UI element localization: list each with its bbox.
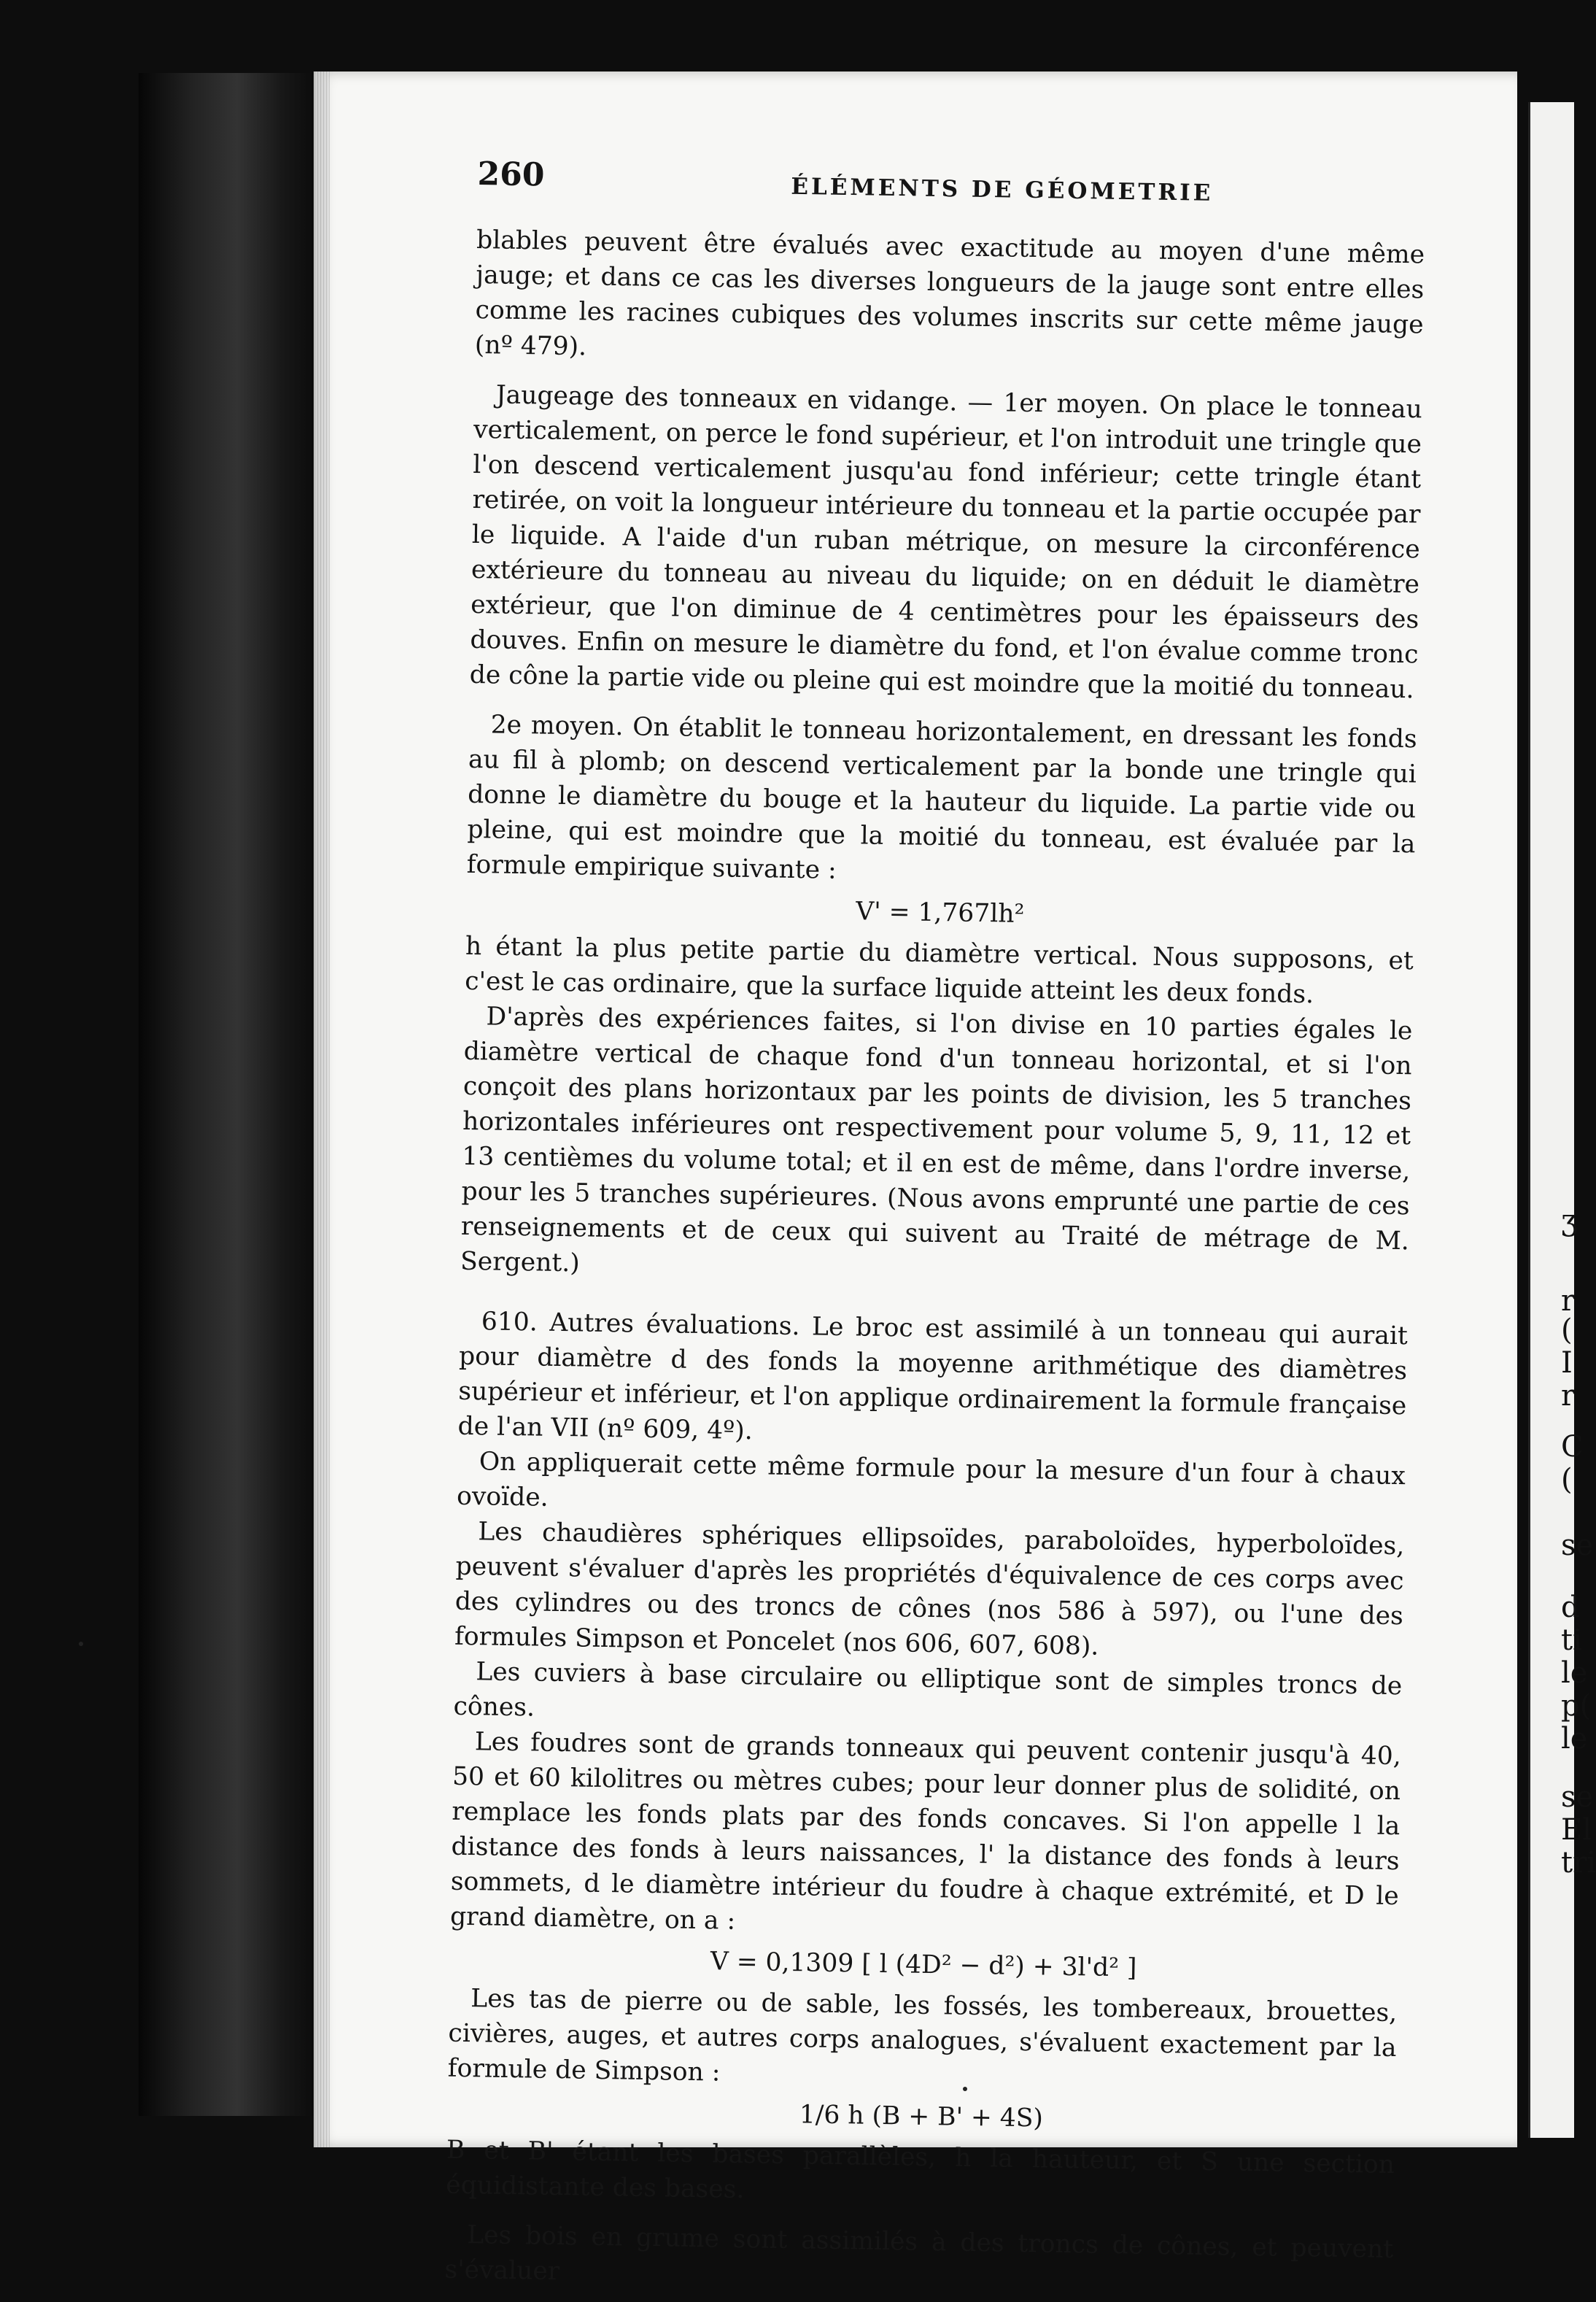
adjacent-page-fragment: d [1561, 1591, 1580, 1624]
adjacent-page-fragment: ( [1561, 1313, 1573, 1347]
paragraph: Les tas de pierre ou de sable, les fossés, les tombereaux, brouettes, civières, auges, et autres corps analogues, s'évaluent exactement par la formule de Simpson : [447, 1984, 1398, 2087]
adjacent-page-fragment: ( [1561, 1463, 1573, 1496]
paragraph: Jaugeage des tonneaux en vidange. — 1er moyen. On place le tonneau verticalement, on perce le fond supérieur, et l'on introduit une tringle que l'on descend verticalement jusqu'au fond inférieur; cette tringle étant retirée, on voit la longueur intérieure du tonneau et la partie occupée par le liquide. A l'aide d'un ruban métrique, on mesure la circonférence extérieure du tonneau au niveau du liquide; on en déduit le diamètre extérieur, que l'on diminue de 4 centimètres pour les épaisseurs des douves. Enfin on mesure le diamètre du fond, et l'on évalue comme tronc de cône la partie vide ou pleine qui est moindre que la moitié du tonneau. [469, 380, 1423, 705]
paragraph: h étant la plus petite partie du diamètre vertical. Nous supposons, et c'est le cas ordinaire, que la surface liquide atteint les deux fonds. [464, 931, 1414, 1010]
scan-speck [79, 1642, 83, 1646]
paragraph: Les foudres sont de grands tonneaux qui peuvent contenir jusqu'à 40, 50 et 60 kilolitres ou mètres cubes; pour leur donner plus de solidité, on remplace les fonds plats par des fonds concaves. Si l'on appelle l la distance des fonds à leurs naissances, l' la distance des fonds à leurs sommets, d le diamètre intérieur du foudre à chaque extrémité, et D le grand diamètre, on a : [449, 1727, 1402, 1936]
paragraph: blables peuvent être évalués avec exactitude au moyen d'une même jauge; et dans ce cas les diverses longueurs de la jauge sont entre elles comme les racines cubiques des volumes inscrits sur cette même jauge (nº 479). [474, 225, 1425, 362]
adjacent-page-fragment: le [1561, 1722, 1588, 1756]
paragraph: Les cuviers à base circulaire ou elliptique sont de simples troncs de cônes. [453, 1657, 1403, 1723]
adjacent-page-fragment: se [1561, 1780, 1594, 1814]
adjacent-page-fragment: r [1561, 1379, 1576, 1413]
adjacent-page-fragment: C [1561, 1430, 1584, 1464]
paragraph: 610. Autres évaluations. Le broc est assimilé à un tonneau qui aurait pour diamètre d des fonds la moyenne arithmétique des diamètres supérieur et inférieur, et l'on applique ordinairement la formule française de l'an VII (nº 609, 4º). [457, 1307, 1409, 1446]
adjacent-page-fragment: ti [1561, 1623, 1582, 1657]
paragraph: D'après des expériences faites, si l'on divise en 10 parties égales le diamètre vertical de chaque fond d'un tonneau horizontal, et si l'on conçoit des plans horizontaux par les points de division, les 5 tranches horizontales inférieures ont respectivement pour volume 5, 9, 11, 12 et 13 centièmes du volume total; et il en est de même, dans l'ordre inverse, pour les 5 tranches supérieures. (Nous avons emprunté une partie de ces renseignements et de ceux qui suivent au Traité de métrage de M. Sergent.) [460, 1002, 1413, 1278]
formula: 1/6 h (B + B' + 4S) [799, 2100, 1044, 2133]
adjacent-page-fragment: tri [1561, 1846, 1596, 1880]
adjacent-page-fragment: r [1561, 1284, 1576, 1318]
page-number: 260 [477, 155, 545, 194]
running-title: ÉLÉMENTS DE GÉOMETRIE [791, 173, 1214, 206]
page-content [444, 157, 1426, 2302]
adjacent-page-fragment: le [1561, 1656, 1588, 1690]
page-edge-stack [315, 72, 330, 2147]
formula: V = 0,1309 [ l (4D² − d²) + 3l'd² ] [710, 1947, 1137, 1983]
book-spine-shadow [139, 73, 317, 2116]
paragraph: On appliquerait cette même formule pour la mesure d'un four à chaux ovoïde. [456, 1447, 1406, 1513]
paragraph: 2e moyen. On établit le tonneau horizontalement, en dressant les fonds au fil à plomb; on descend verticalement par la bonde une tringle qui donne le diamètre du bouge et la hauteur du liquide. La partie vide ou pleine, qui est moindre que la moitié du tonneau, est évaluée par la formule empirique suivante : [466, 710, 1417, 885]
adjacent-page-fragment: El [1561, 1813, 1592, 1847]
paragraph: B et B' étant les bases parallèles, h la hauteur, et S une section équidistante des bases. [446, 2135, 1395, 2205]
adjacent-page-fragment: se [1561, 1529, 1594, 1562]
adjacent-page-fragment: p( [1561, 1689, 1592, 1723]
paragraph: Les chaudières sphériques ellipsoïdes, paraboloïdes, hyperboloïdes, peuvent s'évaluer d'après les propriétés d'équivalence de ces corps avec des cylindres ou des troncs de cônes (nos 586 à 597), ou l'une des formules Simpson et Poncelet (nos 606, 607, 608). [454, 1517, 1405, 1661]
adjacent-page-fragment: ʒ [1561, 1204, 1578, 1237]
formula: V' = 1,767lh² [855, 897, 1025, 929]
adjacent-page-fragment: I [1561, 1346, 1573, 1380]
paragraph: Les bois en grume sont assimilés à des troncs de cônes, et peuvent s'évaluer [444, 2220, 1394, 2287]
